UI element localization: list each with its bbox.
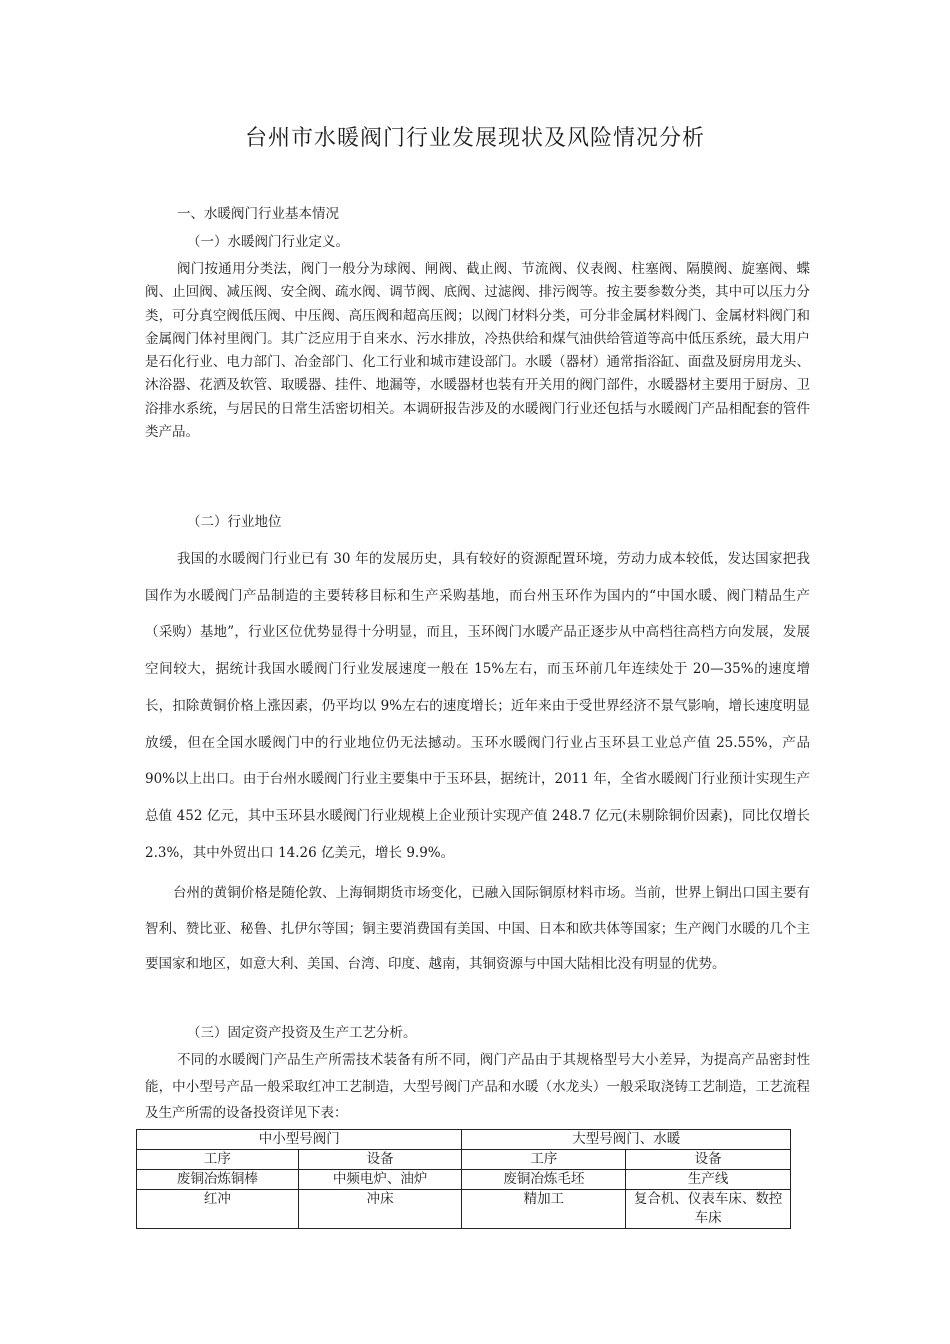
table-cell: 废铜冶炼毛坯	[462, 1170, 626, 1190]
process-equipment-table	[136, 1129, 791, 1229]
table-header-equipment: 设备	[626, 1150, 791, 1170]
subsection-heading-industry-position: （二）行业地位	[187, 514, 282, 530]
table-row	[137, 1170, 791, 1190]
paragraph-investment-process: 不同的水暖阀门产品生产所需技术装备有所不同，阀门产品由于其规格型号大小差异，为提高产品密封性能，中小型号产品一般采取红冲工艺制造，大型号阀门产品和水暖（水龙头）一般采取浇铸工艺制造，工艺流程及生产所需的设备投资详见下表：	[145, 1052, 810, 1121]
paragraph-definition: 阀门按通用分类法，阀门一般分为球阀、闸阀、截止阀、节流阀、仪表阀、柱塞阀、隔膜阀、旋塞阀、蝶阀、止回阀、减压阀、安全阀、疏水阀、调节阀、底阀、过滤阀、排污阀等。按主要参数分类，其中可以压力分类，可分真空阀低压阀、中压阀、高压阀和超高压阀；以阀门材料分类，可分非金属材料阀门、金属材料阀门和金属阀门体衬里阀门。其广泛应用于自来水、污水排放，冷热供给和煤气油供给管道等高中低压系统，最大用户是石化行业、电力部门、冶金部门、化工行业和城市建设部门。水暖（器材）通常指浴缸、面盘及厨房用龙头、沐浴器、花洒及软管、取暖器、挂件、地漏等，水暖器材也装有开关用的阀门部件，水暖器材主要用于厨房、卫浴排水系统，与居民的日常生活密切相关。本调研报告涉及的水暖阀门行业还包括与水暖阀门产品相配套的管件类产品。	[145, 261, 810, 441]
paragraph-industry-position: 我国的水暖阀门行业已有 30 年的发展历史，具有较好的资源配置环境，劳动力成本较低，发达国家把我国作为水暖阀门产品制造的主要转移目标和生产采购基地，而台州玉环作为国内的“中国水暖、阀门精品生产（采购）基地”，行业区位优势显得十分明显，而且，玉环阀门水暖产品正逐步从中高档往高档方向发展，发展空间较大，据统计我国水暖阀门行业发展速度一般在 15%左右，而玉环前几年连续处于 20—35%的速度增长，扣除黄铜价格上涨因素，仍平均以 9%左右的速度增长；近年来由于受世界经济不景气影响，增长速度明显放缓，但在全国水暖阀门中的行业地位仍无法撼动。玉环水暖阀门行业占玉环县工业总产值 25.55%，产品 90%以上出口。由于台州水暖阀门行业主要集中于玉环县，据统计，2011 年，全省水暖阀门行业预计实现生产总值 452 亿元，其中玉环县水暖阀门行业规模上企业预计实现产值 248.7 亿元(未剔除铜价因素)，同比仅增长 2.3%，其中外贸出口 14.26 亿美元，增长 9.9%。	[145, 551, 810, 861]
table-column-header-row	[137, 1150, 791, 1170]
table-cell: 精加工	[462, 1190, 626, 1229]
table-cell: 红冲	[137, 1190, 299, 1229]
table-header-process: 工序	[462, 1150, 626, 1170]
table-group-large-valves: 大型号阀门、水暖	[462, 1130, 791, 1150]
table-group-small-valves: 中小型号阀门	[137, 1130, 462, 1150]
subsection-heading-definition: （一）水暖阀门行业定义。	[187, 234, 349, 250]
table-cell: 废铜冶炼铜棒	[137, 1170, 299, 1190]
table-group-header-row	[137, 1130, 791, 1150]
subsection-heading-investment-process: （三）固定资产投资及生产工艺分析。	[187, 1025, 417, 1041]
section-heading-basic-situation: 一、水暖阀门行业基本情况	[177, 206, 339, 222]
document-title: 台州市水暖阀门行业发展现状及风险情况分析	[244, 126, 705, 151]
table-row	[137, 1190, 791, 1229]
paragraph-copper-price: 台州的黄铜价格是随伦敦、上海铜期货市场变化，已融入国际铜原材料市场。当前，世界上铜出口国主要有智利、赞比亚、秘鲁、扎伊尔等国；铜主要消费国有美国、中国、日本和欧共体等国家；生产阀门水暖的几个主要国家和地区，如意大利、美国、台湾、印度、越南，其铜资源与中国大陆相比没有明显的优势。	[145, 885, 810, 972]
table-cell: 复合机、仪表车床、数控车床	[626, 1190, 791, 1229]
table-cell: 冲床	[298, 1190, 462, 1229]
table-header-process: 工序	[137, 1150, 299, 1170]
table-cell: 生产线	[626, 1170, 791, 1190]
table-header-equipment: 设备	[298, 1150, 462, 1170]
table-cell: 中频电炉、油炉	[298, 1170, 462, 1190]
